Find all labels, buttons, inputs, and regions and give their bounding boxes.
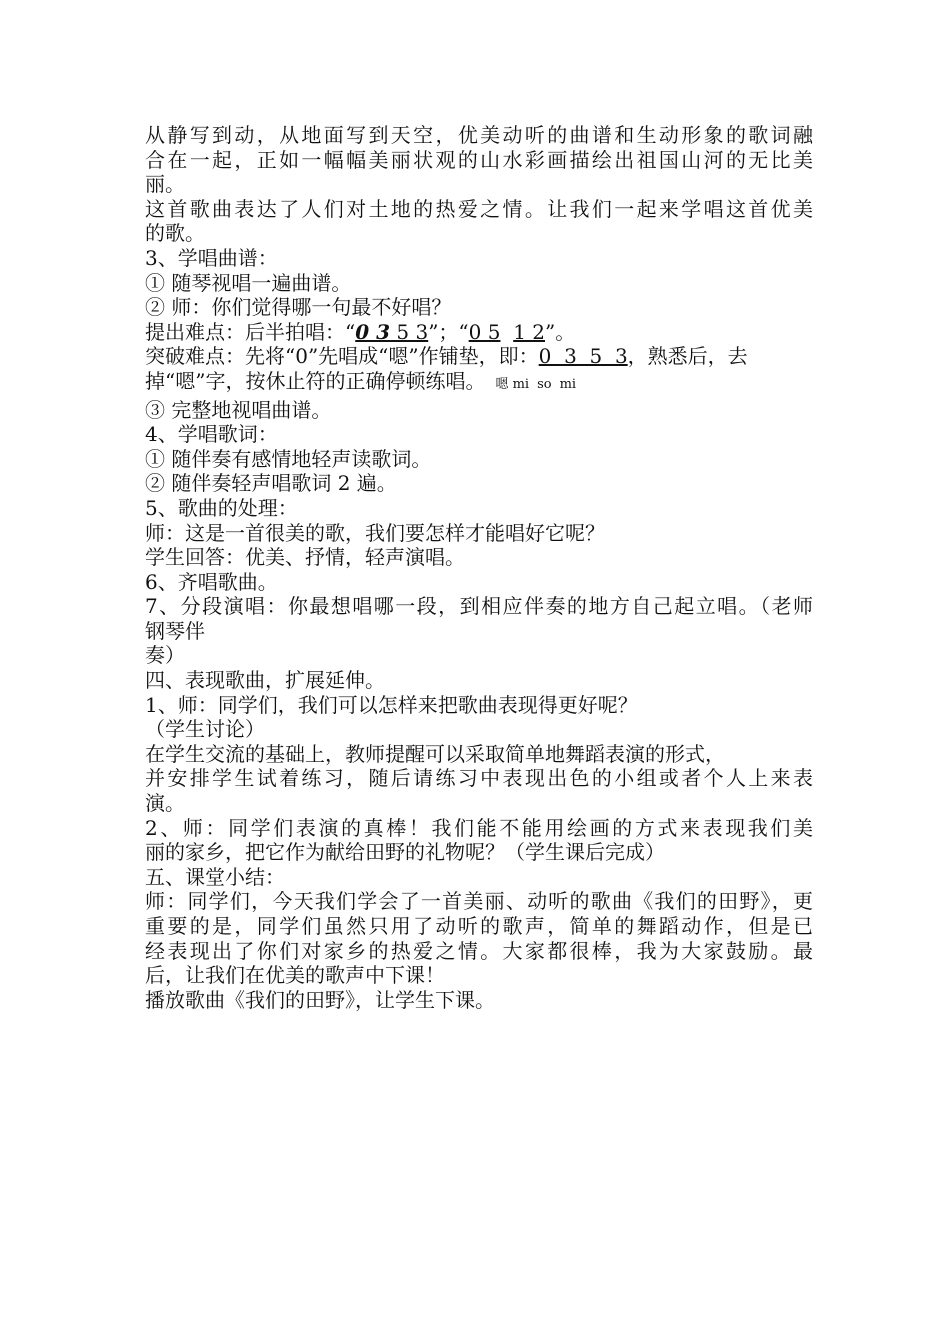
notation-notes: 1 2 xyxy=(513,319,545,344)
notation-notes: 0 3 5 3 xyxy=(538,344,628,369)
section-heading: 4、学唱歌词： xyxy=(145,422,278,447)
solfege-syllables: 嗯 mi so mi xyxy=(495,376,577,392)
list-item: ③ 完整地视唱曲谱。 xyxy=(145,397,332,422)
list-item: ② 师：你们觉得哪一句最不好唱？ xyxy=(145,295,452,320)
paragraph-line: 7、分段演唱：你最想唱哪一段，到相应伴奏的地方自己起立唱。（老师 xyxy=(145,594,813,619)
difficulty-line: 提出难点：后半拍唱：“0 3 5 3”；“0 5 1 2”。 xyxy=(145,319,576,344)
section-heading: 6、齐唱歌曲。 xyxy=(145,569,278,594)
notation-rest-note: 0 3 xyxy=(355,319,391,344)
paragraph-line: 奏） xyxy=(145,643,185,668)
paragraph-line: 在学生交流的基础上，教师提醒可以采取简单地舞蹈表演的形式， xyxy=(145,741,725,766)
paragraph-line: 合在一起，正如一幅幅美丽状观的山水彩画描绘出祖国山河的无比美 xyxy=(145,147,813,172)
paragraph-line: 师：这是一首很美的歌，我们要怎样才能唱好它呢？ xyxy=(145,520,605,545)
paragraph-line: 这首歌曲表达了人们对土地的热爱之情。让我们一起来学唱这首优美 xyxy=(145,196,813,221)
paragraph-line: 学生回答：优美、抒情，轻声演唱。 xyxy=(145,545,465,570)
list-item: ① 随伴奏有感情地轻声读歌词。 xyxy=(145,446,432,471)
paragraph-line: （学生讨论） xyxy=(145,717,265,742)
paragraph-line: 从静写到动，从地面写到天空，优美动听的曲谱和生动形象的歌词融 xyxy=(145,123,813,147)
paragraph-line: 2、师：同学们表演的真棒！我们能不能用绘画的方式来表现我们美 xyxy=(145,815,813,840)
document-body xyxy=(145,123,813,1012)
paragraph-line: 的歌。 xyxy=(145,221,205,246)
notation-notes: 0 5 xyxy=(468,319,501,344)
breakthrough-line-2: 掉“嗯”字，按休止符的正确停顿练唱。 嗯 mi so mi xyxy=(145,369,813,398)
paragraph-line: 经表现出了你们对家乡的热爱之情。大家都很棒，我为大家鼓励。最 xyxy=(145,938,813,963)
notation-notes: 5 3 xyxy=(390,319,429,344)
section-heading: 5、歌曲的处理： xyxy=(145,495,298,520)
section-heading: 四、表现歌曲，扩展延伸。 xyxy=(145,668,385,693)
list-item: ② 随伴奏轻声唱歌词 2 遍。 xyxy=(145,471,397,496)
paragraph-line: 后，让我们在优美的歌声中下课！ xyxy=(145,963,445,988)
section-heading: 五、课堂小结： xyxy=(145,864,285,889)
paragraph-line: 播放歌曲《我们的田野》，让学生下课。 xyxy=(145,987,495,1012)
breakthrough-line: 突破难点：先将“0”先唱成“嗯”作铺垫，即：0 3 5 3，熟悉后，去 xyxy=(145,344,748,369)
paragraph-line: 演。 xyxy=(145,791,185,816)
paragraph-line: 钢琴伴 xyxy=(145,618,205,643)
paragraph-line: 1、师：同学们，我们可以怎样来把歌曲表现得更好呢？ xyxy=(145,692,638,717)
list-item: ① 随琴视唱一遍曲谱。 xyxy=(145,270,352,295)
paragraph-line: 师：同学们，今天我们学会了一首美丽、动听的歌曲《我们的田野》，更 xyxy=(145,889,813,914)
section-heading: 3、学唱曲谱： xyxy=(145,245,278,270)
paragraph-line: 丽。 xyxy=(145,172,185,197)
paragraph-line: 并安排学生试着练习，随后请练习中表现出色的小组或者个人上来表 xyxy=(145,766,813,791)
paragraph-line: 重要的是，同学们虽然只用了动听的歌声，简单的舞蹈动作，但是已 xyxy=(145,914,813,938)
paragraph-line: 丽的家乡，把它作为献给田野的礼物呢？（学生课后完成） xyxy=(145,840,665,865)
